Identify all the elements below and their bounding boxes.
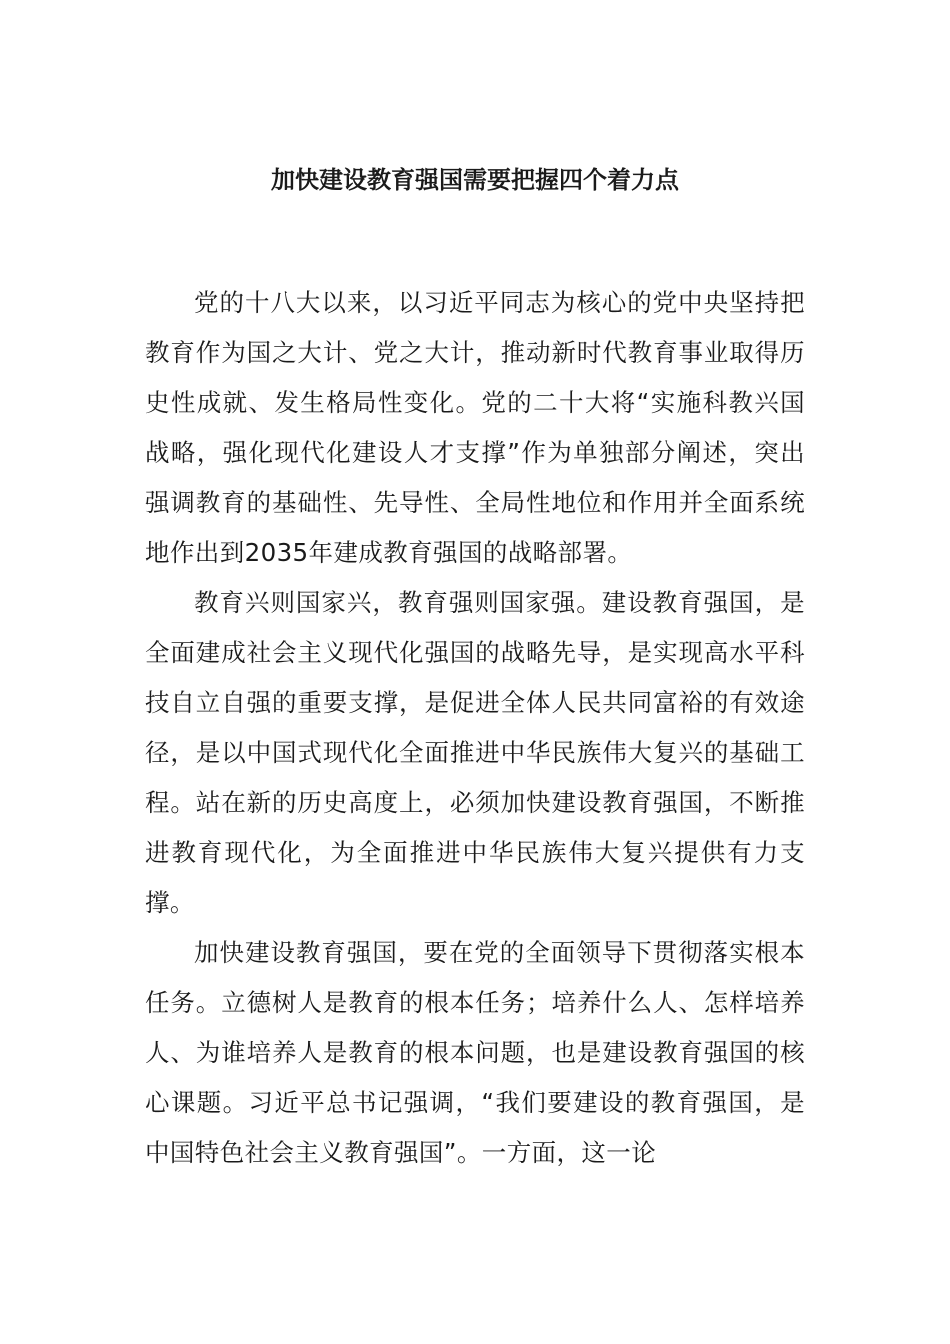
document-body — [145, 278, 805, 1178]
paragraph-1: 党的十八大以来，以习近平同志为核心的党中央坚持把教育作为国之大计、党之大计，推动新时代教育事业取得历史性成就、发生格局性变化。党的二十大将“实施科教兴国战略，强化现代化建设人才支撑”作为单独部分阐述，突出强调教育的基础性、先导性、全局性地位和作用并全面系统地作出到2035年建成教育强国的战略部署。 — [145, 288, 805, 567]
document-title: 加快建设教育强国需要把握四个着力点 — [271, 166, 679, 194]
paragraph-3: 加快建设教育强国，要在党的全面领导下贯彻落实根本任务。立德树人是教育的根本任务；培养什么人、怎样培养人、为谁培养人是教育的根本问题，也是建设教育强国的核心课题。习近平总书记强调，“我们要建设的教育强国，是中国特色社会主义教育强国”。一方面，这一论 — [145, 938, 805, 1167]
paragraph-2: 教育兴则国家兴，教育强则国家强。建设教育强国，是全面建成社会主义现代化强国的战略先导，是实现高水平科技自立自强的重要支撑，是促进全体人民共同富裕的有效途径，是以中国式现代化全面推进中华民族伟大复兴的基础工程。站在新的历史高度上，必须加快建设教育强国，不断推进教育现代化，为全面推进中华民族伟大复兴提供有力支撑。 — [145, 588, 805, 917]
